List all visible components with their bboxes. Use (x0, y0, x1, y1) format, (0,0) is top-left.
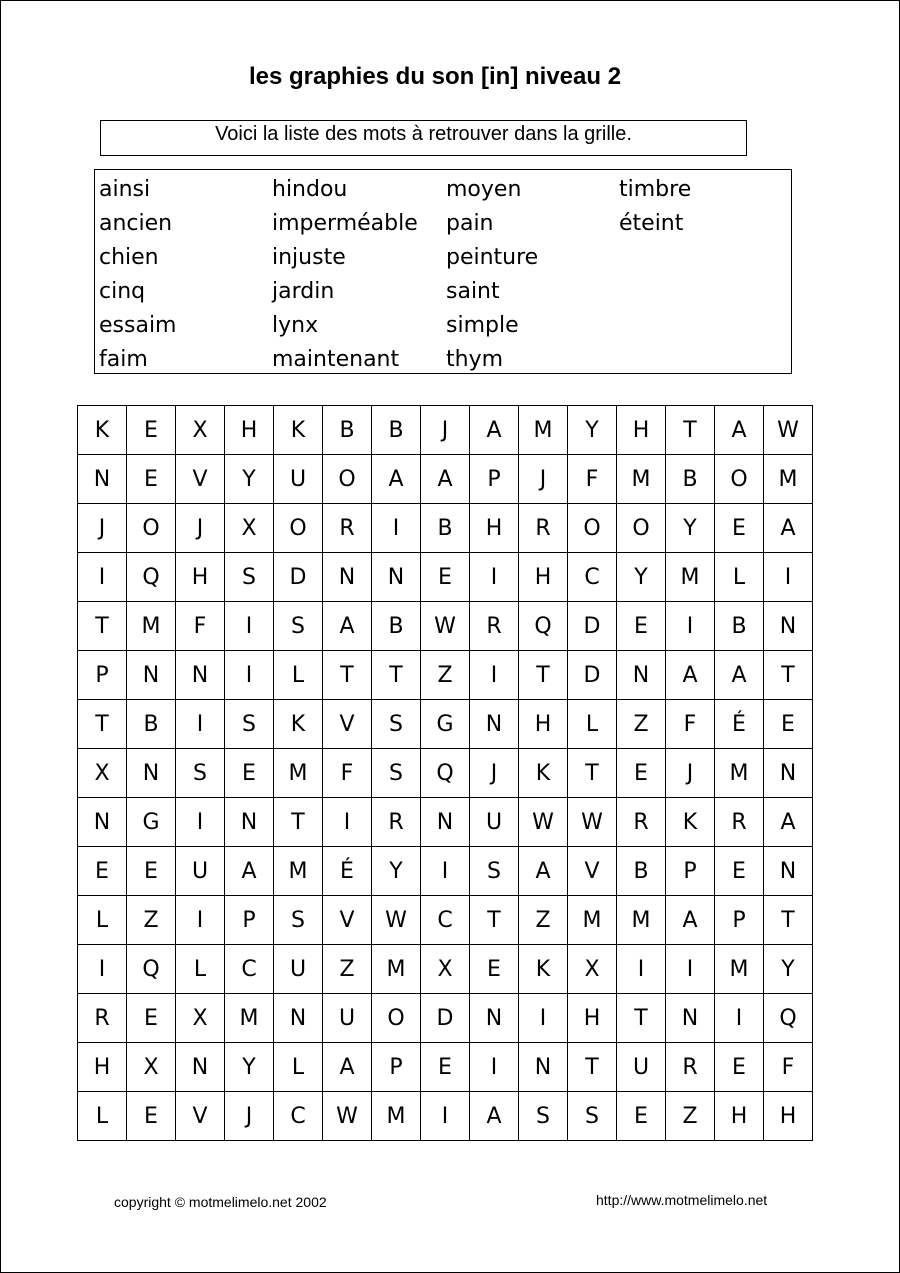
grid-cell[interactable]: T (764, 651, 813, 700)
grid-cell[interactable]: Q (127, 945, 176, 994)
grid-cell[interactable]: L (568, 700, 617, 749)
grid-cell[interactable]: P (225, 896, 274, 945)
grid-cell[interactable]: O (715, 455, 764, 504)
grid-cell[interactable]: I (764, 553, 813, 602)
grid-row (78, 406, 813, 455)
grid-cell[interactable]: U (470, 798, 519, 847)
grid-row (78, 602, 813, 651)
grid-cell[interactable]: J (176, 504, 225, 553)
grid-cell[interactable]: R (666, 1043, 715, 1092)
grid-cell[interactable]: T (372, 651, 421, 700)
grid-cell[interactable]: V (176, 1092, 225, 1141)
grid-cell[interactable]: R (715, 798, 764, 847)
grid-cell[interactable]: E (470, 945, 519, 994)
grid-cell[interactable]: G (421, 700, 470, 749)
grid-cell[interactable]: H (519, 700, 568, 749)
grid-cell[interactable]: U (323, 994, 372, 1043)
grid-row (78, 553, 813, 602)
grid-cell[interactable]: T (764, 896, 813, 945)
grid-cell[interactable]: I (225, 602, 274, 651)
grid-cell[interactable]: E (715, 847, 764, 896)
grid-cell[interactable]: I (666, 602, 715, 651)
copyright-text: copyright © motmelimelo.net 2002 (114, 1194, 327, 1210)
grid-cell[interactable]: L (78, 896, 127, 945)
grid-cell[interactable]: A (372, 455, 421, 504)
grid-cell[interactable]: H (78, 1043, 127, 1092)
grid-cell[interactable]: F (323, 749, 372, 798)
grid-cell[interactable]: I (225, 651, 274, 700)
grid-cell[interactable]: P (715, 896, 764, 945)
grid-cell[interactable]: E (127, 1092, 176, 1141)
grid-cell[interactable]: H (764, 1092, 813, 1141)
grid-cell[interactable]: O (372, 994, 421, 1043)
word-list-item: simple (446, 313, 519, 338)
grid-cell[interactable]: Y (617, 553, 666, 602)
grid-cell[interactable]: D (421, 994, 470, 1043)
grid-cell[interactable]: R (372, 798, 421, 847)
grid-cell[interactable]: X (225, 504, 274, 553)
grid-cell[interactable]: S (225, 553, 274, 602)
grid-cell[interactable]: I (176, 700, 225, 749)
grid-cell[interactable]: W (568, 798, 617, 847)
grid-cell[interactable]: I (323, 798, 372, 847)
grid-cell[interactable]: M (666, 553, 715, 602)
grid-cell[interactable]: F (666, 700, 715, 749)
grid-cell[interactable]: I (176, 798, 225, 847)
grid-cell[interactable]: E (764, 700, 813, 749)
grid-cell[interactable]: U (176, 847, 225, 896)
grid-cell[interactable]: M (127, 602, 176, 651)
grid-row (78, 1043, 813, 1092)
grid-row (78, 896, 813, 945)
grid-cell[interactable]: B (323, 406, 372, 455)
grid-cell[interactable]: Z (666, 1092, 715, 1141)
word-list-item: pain (446, 211, 494, 236)
grid-cell[interactable]: N (127, 651, 176, 700)
grid-cell[interactable]: M (372, 1092, 421, 1141)
grid-cell[interactable]: A (764, 504, 813, 553)
word-list-item: timbre (619, 177, 692, 202)
grid-cell[interactable]: O (568, 504, 617, 553)
grid-cell[interactable]: V (323, 700, 372, 749)
grid-cell[interactable]: E (617, 1092, 666, 1141)
grid-cell[interactable]: F (764, 1043, 813, 1092)
grid-cell[interactable]: H (617, 406, 666, 455)
grid-cell[interactable]: I (78, 945, 127, 994)
grid-cell[interactable]: A (519, 847, 568, 896)
word-list-item: injuste (272, 245, 346, 270)
grid-cell[interactable]: G (127, 798, 176, 847)
grid-row (78, 847, 813, 896)
grid-cell[interactable]: W (372, 896, 421, 945)
grid-cell[interactable]: P (78, 651, 127, 700)
grid-cell[interactable]: N (666, 994, 715, 1043)
grid-cell[interactable]: É (323, 847, 372, 896)
instruction-box: Voici la liste des mots à retrouver dans la grille. (100, 120, 747, 156)
grid-cell[interactable]: K (274, 700, 323, 749)
grid-cell[interactable]: E (127, 455, 176, 504)
grid-cell[interactable]: E (127, 847, 176, 896)
grid-cell[interactable]: E (225, 749, 274, 798)
grid-cell[interactable]: B (127, 700, 176, 749)
grid-cell[interactable]: N (372, 553, 421, 602)
grid-cell[interactable]: E (715, 504, 764, 553)
word-list-item: faim (99, 347, 148, 372)
grid-cell[interactable]: U (274, 945, 323, 994)
grid-cell[interactable]: N (764, 749, 813, 798)
grid-row (78, 994, 813, 1043)
grid-cell[interactable]: O (274, 504, 323, 553)
grid-cell[interactable]: F (568, 455, 617, 504)
grid-cell[interactable]: M (617, 896, 666, 945)
grid-row (78, 455, 813, 504)
grid-cell[interactable]: A (421, 455, 470, 504)
grid-cell[interactable]: Y (372, 847, 421, 896)
word-list-item: peinture (446, 245, 539, 270)
grid-cell[interactable]: J (421, 406, 470, 455)
grid-cell[interactable]: É (715, 700, 764, 749)
grid-cell[interactable]: A (666, 896, 715, 945)
grid-cell[interactable]: I (470, 1043, 519, 1092)
word-list-item: hindou (272, 177, 348, 202)
grid-cell[interactable]: V (323, 896, 372, 945)
grid-cell[interactable]: U (274, 455, 323, 504)
grid-cell[interactable]: S (470, 847, 519, 896)
grid-cell[interactable]: P (470, 455, 519, 504)
grid-cell[interactable]: H (470, 504, 519, 553)
grid-cell[interactable]: C (225, 945, 274, 994)
grid-cell[interactable]: T (617, 994, 666, 1043)
grid-cell[interactable]: Z (127, 896, 176, 945)
grid-cell[interactable]: X (127, 1043, 176, 1092)
word-list-item: chien (99, 245, 159, 270)
grid-cell[interactable]: J (666, 749, 715, 798)
word-list-item: moyen (446, 177, 522, 202)
grid-cell[interactable]: N (127, 749, 176, 798)
grid-cell[interactable]: I (470, 553, 519, 602)
grid-cell[interactable]: K (666, 798, 715, 847)
grid-cell[interactable]: W (421, 602, 470, 651)
grid-cell[interactable]: M (568, 896, 617, 945)
grid-cell[interactable]: J (470, 749, 519, 798)
grid-cell[interactable]: N (323, 553, 372, 602)
grid-cell[interactable]: B (372, 406, 421, 455)
grid-cell[interactable]: Z (617, 700, 666, 749)
grid-cell[interactable]: I (372, 504, 421, 553)
grid-cell[interactable]: B (372, 602, 421, 651)
grid-cell[interactable]: J (225, 1092, 274, 1141)
grid-cell[interactable]: S (176, 749, 225, 798)
grid-cell[interactable]: I (519, 994, 568, 1043)
grid-cell[interactable]: X (78, 749, 127, 798)
word-list-item: ancien (99, 211, 173, 236)
grid-cell[interactable]: Q (127, 553, 176, 602)
grid-cell[interactable]: J (519, 455, 568, 504)
grid-cell[interactable]: T (519, 651, 568, 700)
grid-cell[interactable]: R (617, 798, 666, 847)
grid-cell[interactable]: N (519, 1043, 568, 1092)
grid-cell[interactable]: R (519, 504, 568, 553)
word-list-item: essaim (99, 313, 177, 338)
grid-cell[interactable]: N (274, 994, 323, 1043)
grid-cell[interactable]: X (176, 406, 225, 455)
grid-cell[interactable]: N (176, 1043, 225, 1092)
grid-cell[interactable]: S (274, 602, 323, 651)
grid-cell[interactable]: I (470, 651, 519, 700)
grid-cell[interactable]: H (568, 994, 617, 1043)
grid-cell[interactable]: Y (666, 504, 715, 553)
grid-cell[interactable]: D (568, 651, 617, 700)
grid-cell[interactable]: P (666, 847, 715, 896)
grid-cell[interactable]: N (78, 798, 127, 847)
grid-cell[interactable]: M (274, 749, 323, 798)
word-list-item: jardin (272, 279, 335, 304)
grid-cell[interactable]: A (323, 1043, 372, 1092)
grid-cell[interactable]: E (78, 847, 127, 896)
grid-cell[interactable]: Y (568, 406, 617, 455)
grid-cell[interactable]: A (764, 798, 813, 847)
grid-cell[interactable]: Z (519, 896, 568, 945)
grid-cell[interactable]: T (78, 602, 127, 651)
grid-cell[interactable]: N (470, 700, 519, 749)
grid-cell[interactable]: I (78, 553, 127, 602)
grid-cell[interactable]: Q (421, 749, 470, 798)
grid-cell[interactable]: K (519, 749, 568, 798)
grid-cell[interactable]: H (176, 553, 225, 602)
page-title: les graphies du son [in] niveau 2 (248, 63, 622, 90)
grid-cell[interactable]: V (176, 455, 225, 504)
grid-cell[interactable]: W (519, 798, 568, 847)
grid-cell[interactable]: N (764, 602, 813, 651)
grid-cell[interactable]: X (176, 994, 225, 1043)
grid-cell[interactable]: N (225, 798, 274, 847)
grid-row (78, 798, 813, 847)
grid-cell[interactable]: L (176, 945, 225, 994)
grid-row (78, 504, 813, 553)
grid-cell[interactable]: T (78, 700, 127, 749)
word-list (94, 169, 792, 374)
grid-cell[interactable]: U (617, 1043, 666, 1092)
word-list-item: éteint (619, 211, 684, 236)
word-list-item: ainsi (99, 177, 151, 202)
letter-grid (77, 405, 813, 1141)
grid-cell[interactable]: N (78, 455, 127, 504)
grid-cell[interactable]: L (78, 1092, 127, 1141)
grid-cell[interactable]: W (764, 406, 813, 455)
grid-cell[interactable]: S (274, 896, 323, 945)
word-list-item: maintenant (272, 347, 400, 372)
grid-cell[interactable]: M (225, 994, 274, 1043)
grid-cell[interactable]: M (372, 945, 421, 994)
word-list-item: cinq (99, 279, 146, 304)
grid-cell[interactable]: T (568, 1043, 617, 1092)
grid-cell[interactable]: S (225, 700, 274, 749)
grid-cell[interactable]: N (764, 847, 813, 896)
grid-cell[interactable]: W (323, 1092, 372, 1141)
grid-cell[interactable]: T (274, 798, 323, 847)
grid-cell[interactable]: A (323, 602, 372, 651)
grid-cell[interactable]: J (78, 504, 127, 553)
grid-cell[interactable]: I (421, 847, 470, 896)
grid-cell[interactable]: A (225, 847, 274, 896)
grid-cell[interactable]: H (715, 1092, 764, 1141)
grid-cell[interactable]: A (666, 651, 715, 700)
grid-cell[interactable]: M (617, 455, 666, 504)
grid-cell[interactable]: R (323, 504, 372, 553)
grid-cell[interactable]: K (519, 945, 568, 994)
grid-cell[interactable]: I (715, 994, 764, 1043)
grid-cell[interactable]: B (666, 455, 715, 504)
grid-cell[interactable]: E (127, 994, 176, 1043)
grid-cell[interactable]: N (470, 994, 519, 1043)
grid-cell[interactable]: M (764, 455, 813, 504)
grid-cell[interactable]: M (715, 945, 764, 994)
grid-cell[interactable]: I (176, 896, 225, 945)
grid-cell[interactable]: I (617, 945, 666, 994)
word-list-item: imperméable (272, 211, 418, 236)
grid-cell[interactable]: Q (764, 994, 813, 1043)
grid-cell[interactable]: Y (764, 945, 813, 994)
grid-cell[interactable]: Z (421, 651, 470, 700)
grid-row (78, 749, 813, 798)
grid-cell[interactable]: I (421, 1092, 470, 1141)
grid-cell[interactable]: A (470, 406, 519, 455)
grid-cell[interactable]: M (519, 406, 568, 455)
grid-cell[interactable]: N (617, 651, 666, 700)
grid-cell[interactable]: P (372, 1043, 421, 1092)
grid-cell[interactable]: C (568, 553, 617, 602)
grid-cell[interactable]: K (274, 406, 323, 455)
grid-cell[interactable]: M (274, 847, 323, 896)
grid-cell[interactable]: H (225, 406, 274, 455)
grid-cell[interactable]: F (176, 602, 225, 651)
grid-cell[interactable]: L (715, 553, 764, 602)
grid-cell[interactable]: L (274, 1043, 323, 1092)
grid-cell[interactable]: L (274, 651, 323, 700)
grid-cell[interactable]: A (715, 651, 764, 700)
grid-cell[interactable]: E (617, 749, 666, 798)
grid-cell[interactable]: D (274, 553, 323, 602)
grid-cell[interactable]: S (372, 749, 421, 798)
grid-row (78, 651, 813, 700)
grid-cell[interactable]: V (568, 847, 617, 896)
grid-cell[interactable]: Y (225, 455, 274, 504)
grid-cell[interactable]: T (666, 406, 715, 455)
grid-cell[interactable]: E (715, 1043, 764, 1092)
grid-cell[interactable]: X (421, 945, 470, 994)
grid-cell[interactable]: O (323, 455, 372, 504)
grid-cell[interactable]: X (568, 945, 617, 994)
grid-cell[interactable]: R (470, 602, 519, 651)
grid-cell[interactable]: E (617, 602, 666, 651)
grid-cell[interactable]: A (715, 406, 764, 455)
grid-cell[interactable]: O (127, 504, 176, 553)
grid-row (78, 1092, 813, 1141)
grid-cell[interactable]: B (715, 602, 764, 651)
grid-row (78, 700, 813, 749)
grid-cell[interactable]: B (421, 504, 470, 553)
grid-cell[interactable]: C (421, 896, 470, 945)
grid-cell[interactable]: Q (519, 602, 568, 651)
grid-cell[interactable]: S (568, 1092, 617, 1141)
grid-cell[interactable]: E (421, 553, 470, 602)
word-list-item: saint (446, 279, 500, 304)
grid-cell[interactable]: K (78, 406, 127, 455)
grid-cell[interactable]: T (323, 651, 372, 700)
grid-cell[interactable]: Y (225, 1043, 274, 1092)
grid-cell[interactable]: R (78, 994, 127, 1043)
grid-cell[interactable]: E (421, 1043, 470, 1092)
grid-cell[interactable]: N (176, 651, 225, 700)
word-list-item: lynx (272, 313, 319, 338)
grid-cell[interactable]: Z (323, 945, 372, 994)
website-url: http://www.motmelimelo.net (596, 1192, 768, 1208)
word-list-item: thym (446, 347, 504, 372)
grid-cell[interactable]: B (617, 847, 666, 896)
grid-cell[interactable]: I (666, 945, 715, 994)
grid-cell[interactable]: M (715, 749, 764, 798)
grid-cell[interactable]: O (617, 504, 666, 553)
grid-cell[interactable]: C (274, 1092, 323, 1141)
grid-cell[interactable]: D (568, 602, 617, 651)
grid-cell[interactable]: A (470, 1092, 519, 1141)
grid-cell[interactable]: N (421, 798, 470, 847)
grid-cell[interactable]: T (568, 749, 617, 798)
grid-cell[interactable]: H (519, 553, 568, 602)
grid-cell[interactable]: T (470, 896, 519, 945)
grid-row (78, 945, 813, 994)
grid-cell[interactable]: E (127, 406, 176, 455)
grid-cell[interactable]: S (519, 1092, 568, 1141)
grid-cell[interactable]: S (372, 700, 421, 749)
